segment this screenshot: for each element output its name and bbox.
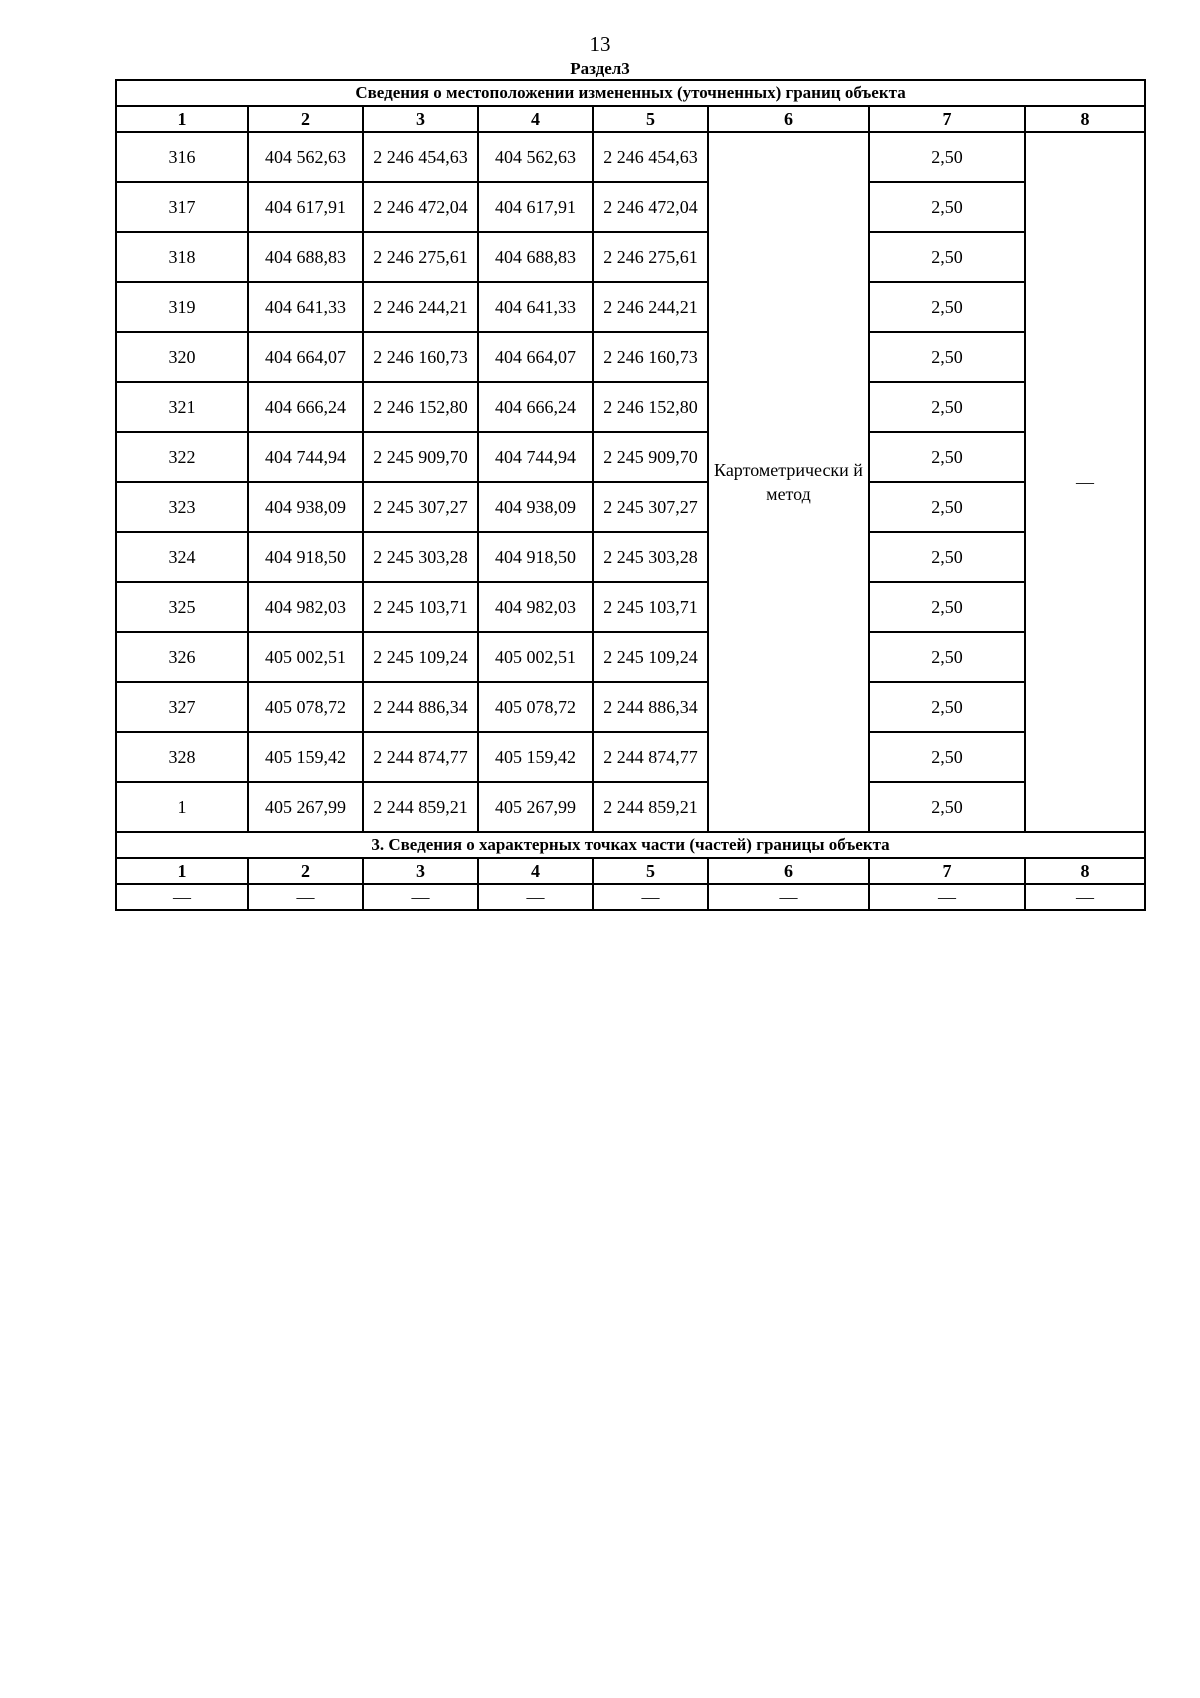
y-old-cell: 2 245 303,28 bbox=[363, 532, 478, 582]
point-number-cell: 326 bbox=[116, 632, 248, 682]
y-old-cell: 2 246 160,73 bbox=[363, 332, 478, 382]
page-number: 13 bbox=[589, 32, 611, 56]
column-header: 8 bbox=[1025, 858, 1145, 884]
y-new-cell: 2 244 874,77 bbox=[593, 732, 708, 782]
y-old-cell: 2 244 859,21 bbox=[363, 782, 478, 832]
y-new-cell: 2 246 244,21 bbox=[593, 282, 708, 332]
column-header: 2 bbox=[248, 106, 363, 132]
column-header: 7 bbox=[869, 858, 1025, 884]
accuracy-cell: 2,50 bbox=[869, 432, 1025, 482]
x-old-cell: 404 641,33 bbox=[248, 282, 363, 332]
x-new-cell: 405 159,42 bbox=[478, 732, 593, 782]
subsection-row bbox=[116, 884, 1145, 910]
table-row bbox=[116, 182, 1145, 232]
column-header: 4 bbox=[478, 858, 593, 884]
x-old-cell: 404 562,63 bbox=[248, 132, 363, 182]
x-old-cell: 404 938,09 bbox=[248, 482, 363, 532]
y-new-cell: 2 244 886,34 bbox=[593, 682, 708, 732]
column-header: 3 bbox=[363, 106, 478, 132]
column8-cell: — bbox=[1025, 132, 1145, 832]
column-header: 2 bbox=[248, 858, 363, 884]
y-old-cell: 2 245 109,24 bbox=[363, 632, 478, 682]
y-new-cell: 2 244 859,21 bbox=[593, 782, 708, 832]
table-row bbox=[116, 382, 1145, 432]
accuracy-cell: 2,50 bbox=[869, 182, 1025, 232]
x-new-cell: 404 664,07 bbox=[478, 332, 593, 382]
x-new-cell: 404 562,63 bbox=[478, 132, 593, 182]
y-old-cell: 2 245 909,70 bbox=[363, 432, 478, 482]
point-number-cell: 327 bbox=[116, 682, 248, 732]
x-old-cell: 404 664,07 bbox=[248, 332, 363, 382]
point-number-cell: 322 bbox=[116, 432, 248, 482]
y-new-cell: 2 245 303,28 bbox=[593, 532, 708, 582]
x-old-cell: 404 982,03 bbox=[248, 582, 363, 632]
y-old-cell: 2 245 307,27 bbox=[363, 482, 478, 532]
accuracy-cell: 2,50 bbox=[869, 732, 1025, 782]
y-old-cell: 2 246 472,04 bbox=[363, 182, 478, 232]
x-new-cell: 404 641,33 bbox=[478, 282, 593, 332]
x-old-cell: 404 617,91 bbox=[248, 182, 363, 232]
point-number-cell: 316 bbox=[116, 132, 248, 182]
accuracy-cell: 2,50 bbox=[869, 332, 1025, 382]
y-old-cell: 2 246 454,63 bbox=[363, 132, 478, 182]
accuracy-cell: 2,50 bbox=[869, 632, 1025, 682]
x-old-cell: 405 002,51 bbox=[248, 632, 363, 682]
table-row bbox=[116, 132, 1145, 182]
dash-cell: — bbox=[1025, 884, 1145, 910]
point-number-cell: 321 bbox=[116, 382, 248, 432]
x-new-cell: 405 267,99 bbox=[478, 782, 593, 832]
dash-cell: — bbox=[708, 884, 869, 910]
dash-cell: — bbox=[363, 884, 478, 910]
dash-cell: — bbox=[248, 884, 363, 910]
column-header: 6 bbox=[708, 858, 869, 884]
x-new-cell: 404 982,03 bbox=[478, 582, 593, 632]
x-new-cell: 404 688,83 bbox=[478, 232, 593, 282]
y-new-cell: 2 245 307,27 bbox=[593, 482, 708, 532]
point-number-cell: 1 bbox=[116, 782, 248, 832]
dash-cell: — bbox=[116, 884, 248, 910]
column-header: 1 bbox=[116, 106, 248, 132]
dash-cell: — bbox=[869, 884, 1025, 910]
subsection-header-row bbox=[116, 858, 1145, 884]
x-old-cell: 404 744,94 bbox=[248, 432, 363, 482]
y-old-cell: 2 246 152,80 bbox=[363, 382, 478, 432]
header-row bbox=[116, 106, 1145, 132]
table-row bbox=[116, 632, 1145, 682]
x-new-cell: 405 078,72 bbox=[478, 682, 593, 732]
dash-cell: — bbox=[478, 884, 593, 910]
table-row bbox=[116, 682, 1145, 732]
accuracy-cell: 2,50 bbox=[869, 482, 1025, 532]
method-cell: Картометрически й метод bbox=[708, 132, 869, 832]
y-new-cell: 2 245 103,71 bbox=[593, 582, 708, 632]
x-new-cell: 404 918,50 bbox=[478, 532, 593, 582]
accuracy-cell: 2,50 bbox=[869, 682, 1025, 732]
accuracy-cell: 2,50 bbox=[869, 132, 1025, 182]
table-row bbox=[116, 282, 1145, 332]
x-old-cell: 405 078,72 bbox=[248, 682, 363, 732]
accuracy-cell: 2,50 bbox=[869, 582, 1025, 632]
point-number-cell: 325 bbox=[116, 582, 248, 632]
x-old-cell: 405 159,42 bbox=[248, 732, 363, 782]
point-number-cell: 324 bbox=[116, 532, 248, 582]
y-new-cell: 2 246 454,63 bbox=[593, 132, 708, 182]
y-old-cell: 2 244 874,77 bbox=[363, 732, 478, 782]
boundary-table bbox=[115, 79, 1146, 911]
x-old-cell: 404 918,50 bbox=[248, 532, 363, 582]
table-caption: Сведения о местоположении измененных (уточненных) границ объекта bbox=[116, 80, 1145, 106]
y-old-cell: 2 244 886,34 bbox=[363, 682, 478, 732]
point-number-cell: 319 bbox=[116, 282, 248, 332]
y-old-cell: 2 245 103,71 bbox=[363, 582, 478, 632]
y-new-cell: 2 245 909,70 bbox=[593, 432, 708, 482]
y-old-cell: 2 246 275,61 bbox=[363, 232, 478, 282]
table-row bbox=[116, 532, 1145, 582]
x-old-cell: 404 688,83 bbox=[248, 232, 363, 282]
y-new-cell: 2 245 109,24 bbox=[593, 632, 708, 682]
column-header: 7 bbox=[869, 106, 1025, 132]
table-row bbox=[116, 332, 1145, 382]
x-old-cell: 405 267,99 bbox=[248, 782, 363, 832]
x-new-cell: 404 666,24 bbox=[478, 382, 593, 432]
y-new-cell: 2 246 275,61 bbox=[593, 232, 708, 282]
accuracy-cell: 2,50 bbox=[869, 782, 1025, 832]
y-new-cell: 2 246 160,73 bbox=[593, 332, 708, 382]
section-title: Раздел3 bbox=[570, 59, 630, 78]
column-header: 3 bbox=[363, 858, 478, 884]
table-row bbox=[116, 582, 1145, 632]
column-header: 5 bbox=[593, 106, 708, 132]
column-header: 6 bbox=[708, 106, 869, 132]
x-new-cell: 404 938,09 bbox=[478, 482, 593, 532]
table-row bbox=[116, 432, 1145, 482]
subsection-caption: 3. Сведения о характерных точках части (частей) границы объекта bbox=[116, 832, 1145, 858]
point-number-cell: 323 bbox=[116, 482, 248, 532]
accuracy-cell: 2,50 bbox=[869, 282, 1025, 332]
point-number-cell: 317 bbox=[116, 182, 248, 232]
x-new-cell: 405 002,51 bbox=[478, 632, 593, 682]
column-header: 8 bbox=[1025, 106, 1145, 132]
accuracy-cell: 2,50 bbox=[869, 532, 1025, 582]
table-row bbox=[116, 732, 1145, 782]
accuracy-cell: 2,50 bbox=[869, 232, 1025, 282]
table-row bbox=[116, 782, 1145, 832]
dash-cell: — bbox=[593, 884, 708, 910]
y-old-cell: 2 246 244,21 bbox=[363, 282, 478, 332]
y-new-cell: 2 246 472,04 bbox=[593, 182, 708, 232]
point-number-cell: 320 bbox=[116, 332, 248, 382]
point-number-cell: 328 bbox=[116, 732, 248, 782]
x-old-cell: 404 666,24 bbox=[248, 382, 363, 432]
y-new-cell: 2 246 152,80 bbox=[593, 382, 708, 432]
x-new-cell: 404 744,94 bbox=[478, 432, 593, 482]
table-row bbox=[116, 482, 1145, 532]
table-row bbox=[116, 232, 1145, 282]
column-header: 1 bbox=[116, 858, 248, 884]
column-header: 5 bbox=[593, 858, 708, 884]
column-header: 4 bbox=[478, 106, 593, 132]
accuracy-cell: 2,50 bbox=[869, 382, 1025, 432]
point-number-cell: 318 bbox=[116, 232, 248, 282]
x-new-cell: 404 617,91 bbox=[478, 182, 593, 232]
